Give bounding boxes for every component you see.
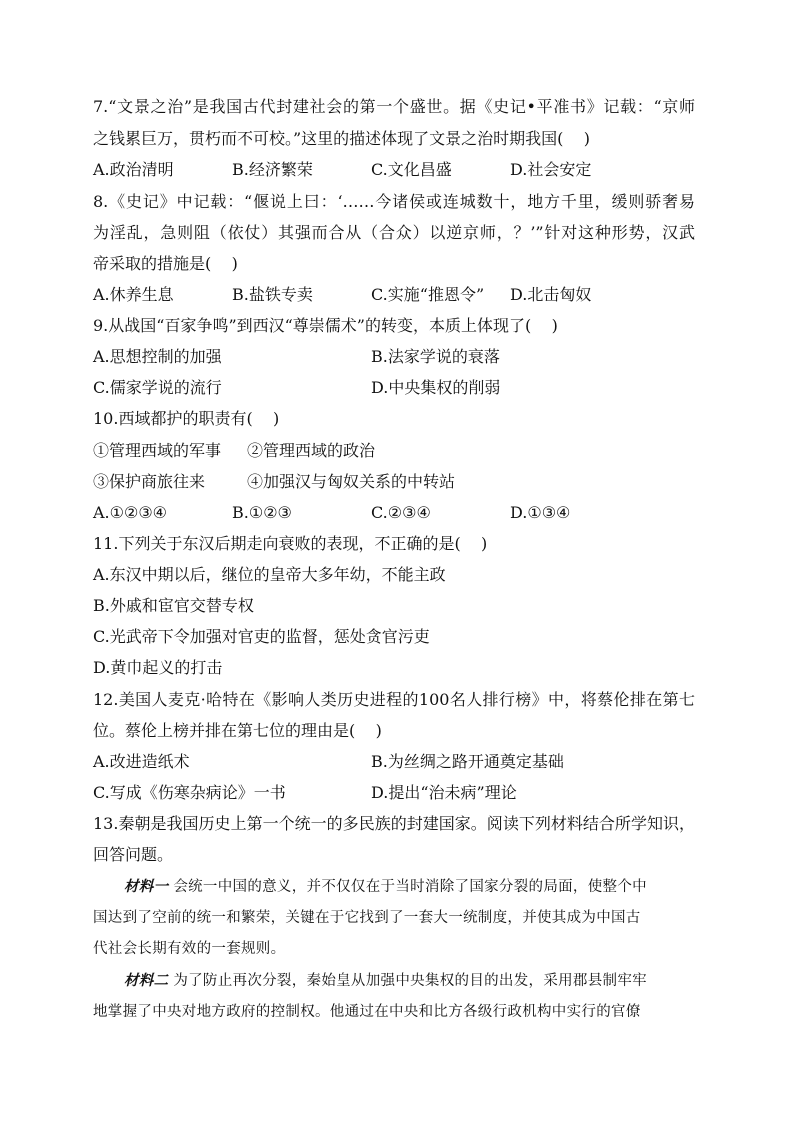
q13-material1-line-1 <box>124 877 696 897</box>
q9-option-c: C.儒家学说的流行 <box>93 378 222 397</box>
q10-option-c: C.②③④ <box>371 503 431 522</box>
q13-material2-line-1 <box>124 971 696 991</box>
q9-option-d: D.中央集权的削弱 <box>371 378 501 397</box>
q10-item-2: ②管理西域的政治 <box>247 441 376 460</box>
q8-stem-line-3: 帝采取的措施是( ) <box>93 254 238 273</box>
q11-option-d: D.黄巾起义的打击 <box>93 658 223 677</box>
q11-option-a: A.东汉中期以后，继位的皇帝大多年幼，不能主政 <box>93 565 446 584</box>
q8-option-d: D.北击匈奴 <box>510 285 592 304</box>
q13-stem-line-1: 13.秦朝是我国历史上第一个统一的多民族的封建国家。阅读下列材料结合所学知识， <box>93 814 695 833</box>
q10-item-4: ④加强汉与匈奴关系的中转站 <box>247 472 456 491</box>
q7-option-c: C.文化昌盛 <box>371 160 452 179</box>
q8-stem-line-1: 8.《史记》中记载：“偃说上曰：‘……今诸侯或连城数十，地方千里，缓则骄奢易 <box>93 192 695 211</box>
q8-option-c: C.实施“推恩令” <box>371 285 485 304</box>
q9-option-a: A.思想控制的加强 <box>93 347 222 366</box>
q12-option-d: D.提出“治未病”理论 <box>371 783 517 802</box>
q7-stem-line-1: 7.“文景之治”是我国古代封建社会的第一个盛世。据《史记•平准书》记载：“京师 <box>93 97 695 116</box>
q8-option-a: A.休养生息 <box>93 285 174 304</box>
q13-material2-heading: 材料二 <box>124 972 169 989</box>
q12-option-c: C.写成《伤寒杂病论》一书 <box>93 783 286 802</box>
q12-stem-line-1: 12.美国人麦克·哈特在《影响人类历史进程的100名人排行榜》中，将蔡伦排在第七 <box>93 690 695 709</box>
q10-option-a: A.①②③④ <box>93 503 168 522</box>
q11-option-b: B.外戚和宦官交替专权 <box>93 596 254 615</box>
q13-stem-line-2: 回答问题。 <box>93 845 174 864</box>
q7-stem-line-2: 之钱累巨万，贯朽而不可校。”这里的描述体现了文景之治时期我国( ) <box>93 129 591 148</box>
q9-stem: 9.从战国“百家争鸣”到西汉“尊崇儒术”的转变，本质上体现了( ) <box>93 316 558 335</box>
q7-option-a: A.政治清明 <box>93 160 174 179</box>
q8-option-b: B.盐铁专卖 <box>232 285 313 304</box>
q10-item-1: ①管理西域的军事 <box>93 441 222 460</box>
q13-material2-text-1: 为了防止再次分裂，秦始皇从加强中央集权的目的出发，采用郡县制牢牢 <box>173 973 647 989</box>
q13-material1-line-3: 代社会长期有效的一套规则。 <box>93 941 286 957</box>
q8-stem-line-2: 为淫乱，急则阻（依仗）其强而合从（合众）以逆京师，？’”针对这种形势，汉武 <box>93 223 695 242</box>
q11-option-c: C.光武帝下令加强对官吏的监督，惩处贪官污吏 <box>93 627 430 646</box>
q7-option-d: D.社会安定 <box>510 160 592 179</box>
q13-material2-line-2: 地掌握了中央对地方政府的控制权。他通过在中央和比方各级行政机构中实行的官僚 <box>93 1004 641 1020</box>
q9-option-b: B.法家学说的衰落 <box>371 347 500 366</box>
q7-option-b: B.经济繁荣 <box>232 160 313 179</box>
q10-stem: 10.西域都护的职责有( ) <box>93 409 280 428</box>
q13-material1-heading: 材料一 <box>124 878 169 895</box>
q12-option-a: A.改进造纸术 <box>93 752 190 771</box>
q10-item-3: ③保护商旅往来 <box>93 472 206 491</box>
q10-option-d: D.①③④ <box>510 503 571 522</box>
q11-stem: 11.下列关于东汉后期走向衰败的表现，不正确的是( ) <box>93 534 488 553</box>
q13-material1-text-1: 会统一中国的意义，并不仅仅在于当时消除了国家分裂的局面，使整个中 <box>173 879 647 895</box>
q13-material1-line-2: 国达到了空前的统一和繁荣，关键在于它找到了一套大一统制度，并使其成为中国古 <box>93 910 641 926</box>
q10-option-b: B.①②③ <box>232 503 292 522</box>
q12-stem-line-2: 位。蔡伦上榜并排在第七位的理由是( ) <box>93 721 382 740</box>
q12-option-b: B.为丝绸之路开通奠定基础 <box>371 752 564 771</box>
